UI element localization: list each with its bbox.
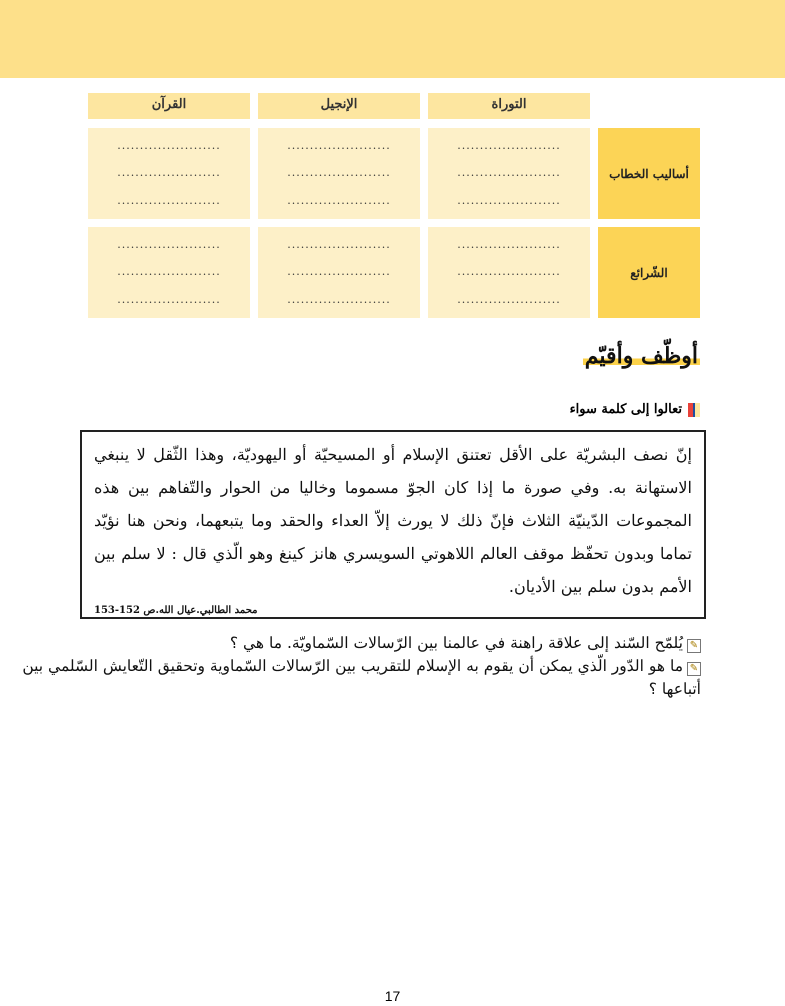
question-1 [1, 632, 701, 655]
section-title: أوظّف وأقيّم [584, 343, 698, 369]
dotted-line: ....................... [117, 167, 221, 180]
question-text: ما هو الدّور الّذي يمكن أن يقوم به الإسلام للتقريب بين الرّسالات السّماوية وتحقيق التّعايش السّلمي بين أتباعها ؟ [22, 657, 701, 698]
quote-box [80, 430, 706, 619]
dotted-line: ....................... [457, 139, 561, 152]
answer-cell[interactable] [428, 227, 590, 318]
question-text: يُلمّح السّند إلى علاقة راهنة في عالمنا بين الرّسالات السّماويّة. ما هي ؟ [229, 634, 683, 652]
answer-cell[interactable] [88, 227, 250, 318]
dotted-line: ....................... [457, 167, 561, 180]
dotted-line: ....................... [287, 195, 391, 208]
header-quran: القرآن [88, 93, 250, 119]
answer-cell[interactable] [88, 128, 250, 219]
quote-source: محمد الطالبي.عيال الله.ص 152-153 [94, 605, 258, 616]
pencil-icon: ✎ [687, 662, 701, 676]
dotted-line: ....................... [287, 139, 391, 152]
dotted-line: ....................... [117, 238, 221, 251]
pencil-icon: ✎ [687, 639, 701, 653]
dotted-line: ....................... [287, 294, 391, 307]
header-tawrat: التوراة [428, 93, 590, 119]
dotted-line: ....................... [457, 294, 561, 307]
dotted-line: ....................... [117, 195, 221, 208]
row-label-laws: الشّرائع [598, 227, 700, 318]
quote-text: إنّ نصف البشريّة على الأقل تعتنق الإسلام أو المسيحيّة أو اليهوديّة، وهذا الثّقل لا ينبغي الاستهانة به. وفي صورة ما إذا كان الجوّ مسموما وخاليا من الحوار والتّفاهم بين هذه المجموعات الدّينيّة الثلاث فإنّ ذلك لا يورث إلاّ العداء والحقد وما يتبعهما، ونحن هنا نؤيّد تماما وبدون تحفّظ موقف العالم اللاهوتي السويسري هانز كينغ وهو الّذي قال : لا سلم بين الأمم بدون سلم بين الأديان. [94, 445, 692, 596]
dotted-line: ....................... [117, 294, 221, 307]
question-2 [1, 655, 701, 701]
answer-cell[interactable] [258, 227, 420, 318]
header-banner [0, 0, 785, 78]
dotted-line: ....................... [287, 167, 391, 180]
answer-cell[interactable] [428, 128, 590, 219]
answer-cell[interactable] [258, 128, 420, 219]
dotted-line: ....................... [457, 238, 561, 251]
dotted-line: ....................... [117, 139, 221, 152]
subtitle [570, 402, 700, 417]
header-injil: الإنجيل [258, 93, 420, 119]
dotted-line: ....................... [457, 195, 561, 208]
dotted-line: ....................... [457, 266, 561, 279]
row-label-discourse: أساليب الخطاب [598, 128, 700, 219]
dotted-line: ....................... [287, 238, 391, 251]
page-number: 17 [384, 988, 401, 1004]
flag-icon [688, 403, 700, 417]
dotted-line: ....................... [287, 266, 391, 279]
subtitle-text: تعالوا إلى كلمة سواء [569, 402, 682, 417]
dotted-line: ....................... [117, 266, 221, 279]
